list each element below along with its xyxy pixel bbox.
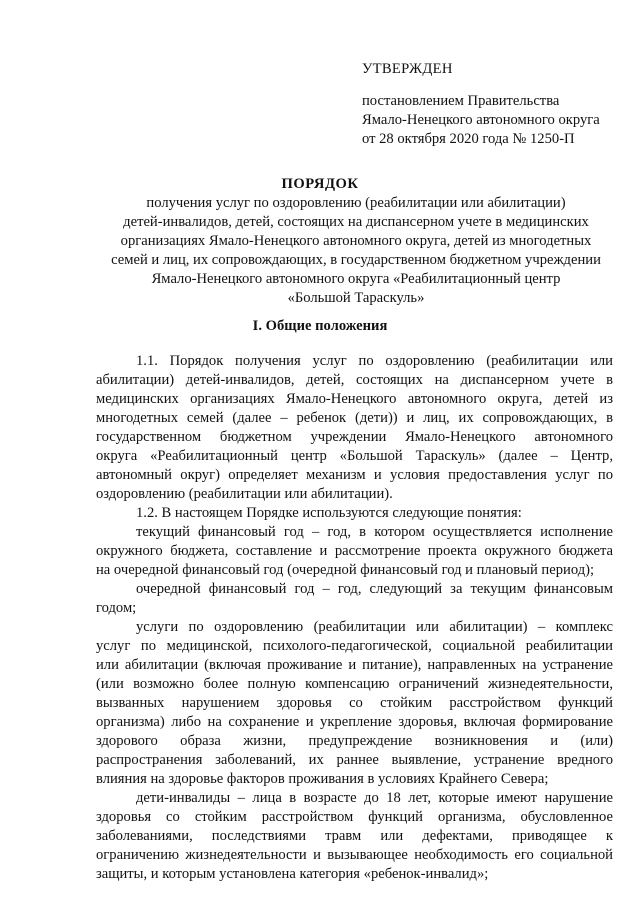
subtitle-line: Ямало-Ненецкого автономного округа «Реабилитационный центр [151,271,561,287]
body-line: 1.2. В настоящем Порядке используются следующие понятия: [136,505,522,521]
body-line: 1.1. Порядок получения услуг по оздоровлению (реабилитации или [136,353,613,369]
document-title: ПОРЯДОК [281,176,359,192]
body-line: услуг по медицинской, психолого-педагогической, социальной реабилитации [96,638,613,654]
body-line: текущий финансовый год – год, в котором осуществляется исполнение [136,524,613,540]
section-title: I. Общие положения [252,318,388,334]
body-line: вызванных нарушением здоровья со стойким расстройством функций [96,695,613,711]
body-line: автономный округ) определяет механизм и условия предоставления услуг по [96,467,613,483]
body-line: очередной финансовый год – год, следующий за текущим финансовым [136,581,613,597]
body-line: дети-инвалиды – лица в возрасте до 18 лет, которые имеют нарушение [136,790,613,806]
body-line: на очередной финансовый год (очередной финансовый год и плановый период); [96,562,595,578]
subtitle-line: семей и лиц, их сопровождающих, в государственном бюджетном учреждении [111,252,601,268]
body-line: государственном бюджетном учреждении Ямало-Ненецкого автономного [96,429,613,445]
approval-line: постановлением Правительства [362,93,560,109]
body-line: оздоровлению (реабилитации или абилитации). [96,486,393,502]
body-line: здорового образа жизни, предупреждение возникновения и (или) [96,733,613,749]
body-line: многодетных семей (далее – ребенок (дети)) и лиц, их сопровождающих, в [96,410,613,426]
body-line: абилитации) детей-инвалидов, детей, состоящих на диспансерном учете в [96,372,613,388]
approval-line: Ямало-Ненецкого автономного округа [362,112,600,128]
body-line: (или возможно более полную компенсацию ограничений жизнедеятельности, [96,676,613,692]
body-line: распространения заболеваний, их раннее выявление, устранение вредного [96,752,613,768]
body-line: услуги по оздоровлению (реабилитации или абилитации) – комплекс [136,619,613,635]
subtitle-line: детей-инвалидов, детей, состоящих на диспансерном учете в медицинских [123,214,589,230]
body-line: медицинских организациях Ямало-Ненецкого автономного округа, детей из [96,391,613,407]
body-line: или абилитации (включая проживание и питание), направленных на устранение [96,657,613,673]
approval-title: УТВЕРЖДЕН [362,61,453,77]
body-line: здоровья со стойким расстройством функций организма, обусловленное [96,809,613,825]
subtitle-line: «Большой Тараскуль» [287,290,425,306]
body-line: годом; [96,600,137,616]
body-line: округа «Реабилитационный центр «Большой Тараскуль» (далее – Центр, [96,448,613,464]
subtitle-line: получения услуг по оздоровлению (реабилитации или абилитации) [146,195,566,211]
subtitle-line: организациях Ямало-Ненецкого автономного округа, детей из многодетных [120,233,592,249]
body-line: ограничению жизнедеятельности и вызывающее необходимость его социальной [96,847,613,863]
body-line: заболеваниями, последствиями травм или дефектами, приводящее к [96,828,613,844]
body-line: окружного бюджета, составление и рассмотрение проекта окружного бюджета [96,543,613,559]
body-line: влияния на здоровье факторов проживания в условиях Крайнего Севера; [96,771,549,787]
body-line: защиты, и которым установлена категория «ребенок-инвалид»; [96,866,489,882]
body-line: организма) либо на сохранение и укрепление здоровья, включая формирование [96,714,613,730]
approval-line: от 28 октября 2020 года № 1250-П [362,131,575,147]
